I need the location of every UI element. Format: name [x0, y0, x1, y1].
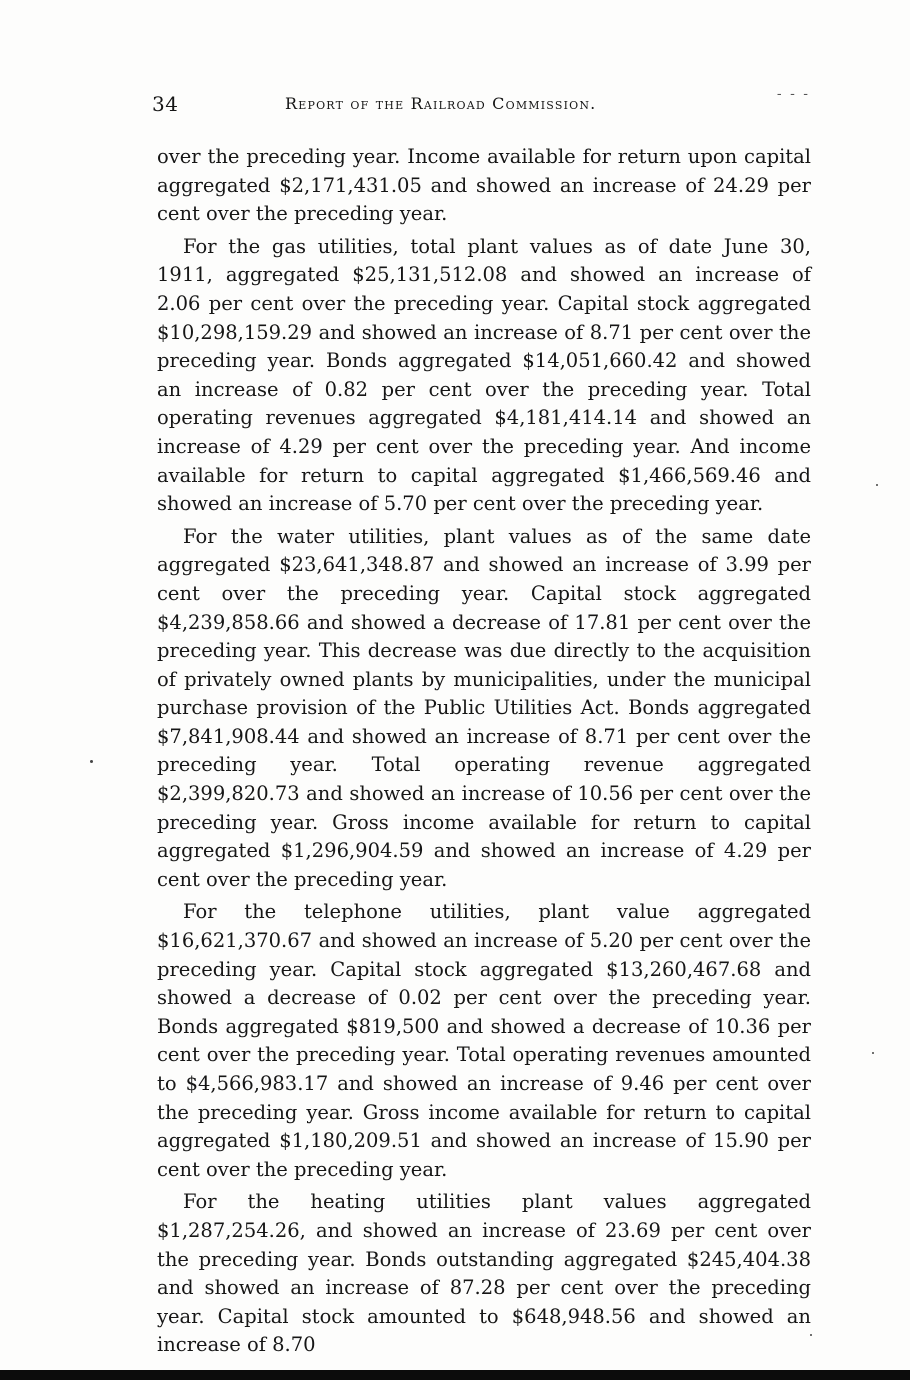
scan-bottom-edge — [0, 1370, 910, 1380]
scan-speck — [810, 1334, 812, 1336]
corner-mark: - - - — [776, 86, 810, 102]
scan-speck — [872, 1052, 874, 1054]
page-number: 34 — [152, 92, 179, 116]
body-text — [157, 143, 811, 1364]
scan-speck — [90, 760, 93, 763]
paragraph-telephone-utilities: For the telephone utilities, plant value aggregated $16,621,370.67 and showed an increase of 5.20 per cent over the preceding year. Capital stock aggregated $13,260,467.68 and showed a decrease of 0.02 per cent over the preceding year. Bonds aggregated $819,500 and showed a decrease of 10.36 per cent over the preceding year. Total operating revenues amounted to $4,566,983.17 and showed an increase of 9.46 per cent over the preceding year. Gross income available for return to capital aggregated $1,180,209.51 and showed an increase of 15.90 per cent over the preceding year. — [157, 900, 811, 1181]
scan-speck — [876, 484, 878, 486]
paragraph-continued: over the preceding year. Income available for return upon capital aggregated $2,171,431.05 and showed an increase of 24.29 per cent over the preceding year. — [157, 145, 811, 226]
paragraph-heating-utilities: For the heating utilities plant values aggregated $1,287,254.26, and showed an increase of 23.69 per cent over the preceding year. Bonds outstanding aggregated $245,404.38 and showed an increase of 87.28 per cent over the preceding year. Capital stock amounted to $648,948.56 and showed an increase of 8.70 — [157, 1190, 811, 1357]
paragraph-gas-utilities: For the gas utilities, total plant values as of date June 30, 1911, aggregated $25,131,512.08 and showed an increase of 2.06 per cent over the preceding year. Capital stock aggregated $10,298,159.29 and showed an increase of 8.71 per cent over the preceding year. Bonds aggregated $14,051,660.42 and showed an increase of 0.82 per cent over the preceding year. Total operating revenues aggregated $4,181,414.14 and showed an increase of 4.29 per cent over the preceding year. And income available for return to capital aggregated $1,466,569.46 and showed an increase of 5.70 per cent over the preceding year. — [157, 234, 811, 516]
running-title: Report of the Railroad Commission. — [285, 94, 597, 113]
page-header — [150, 86, 810, 120]
paragraph-water-utilities: For the water utilities, plant values as of the same date aggregated $23,641,348.87 and showed an increase of 3.99 per cent over the preceding year. Capital stock aggregated $4,239,858.66 and showed a decrease of 17.81 per cent over the preceding year. This decrease was due directly to the acquisition of privately owned plants by municipalities, under the municipal purchase provision of the Public Utilities Act. Bonds aggregated $7,841,908.44 and showed an increase of 8.71 per cent over the preceding year. Total operating revenue aggregated $2,399,820.73 and showed an increase of 10.56 per cent over the preceding year. Gross income available for return to capital aggregated $1,296,904.59 and showed an increase of 4.29 per cent over the preceding year. — [157, 524, 811, 891]
